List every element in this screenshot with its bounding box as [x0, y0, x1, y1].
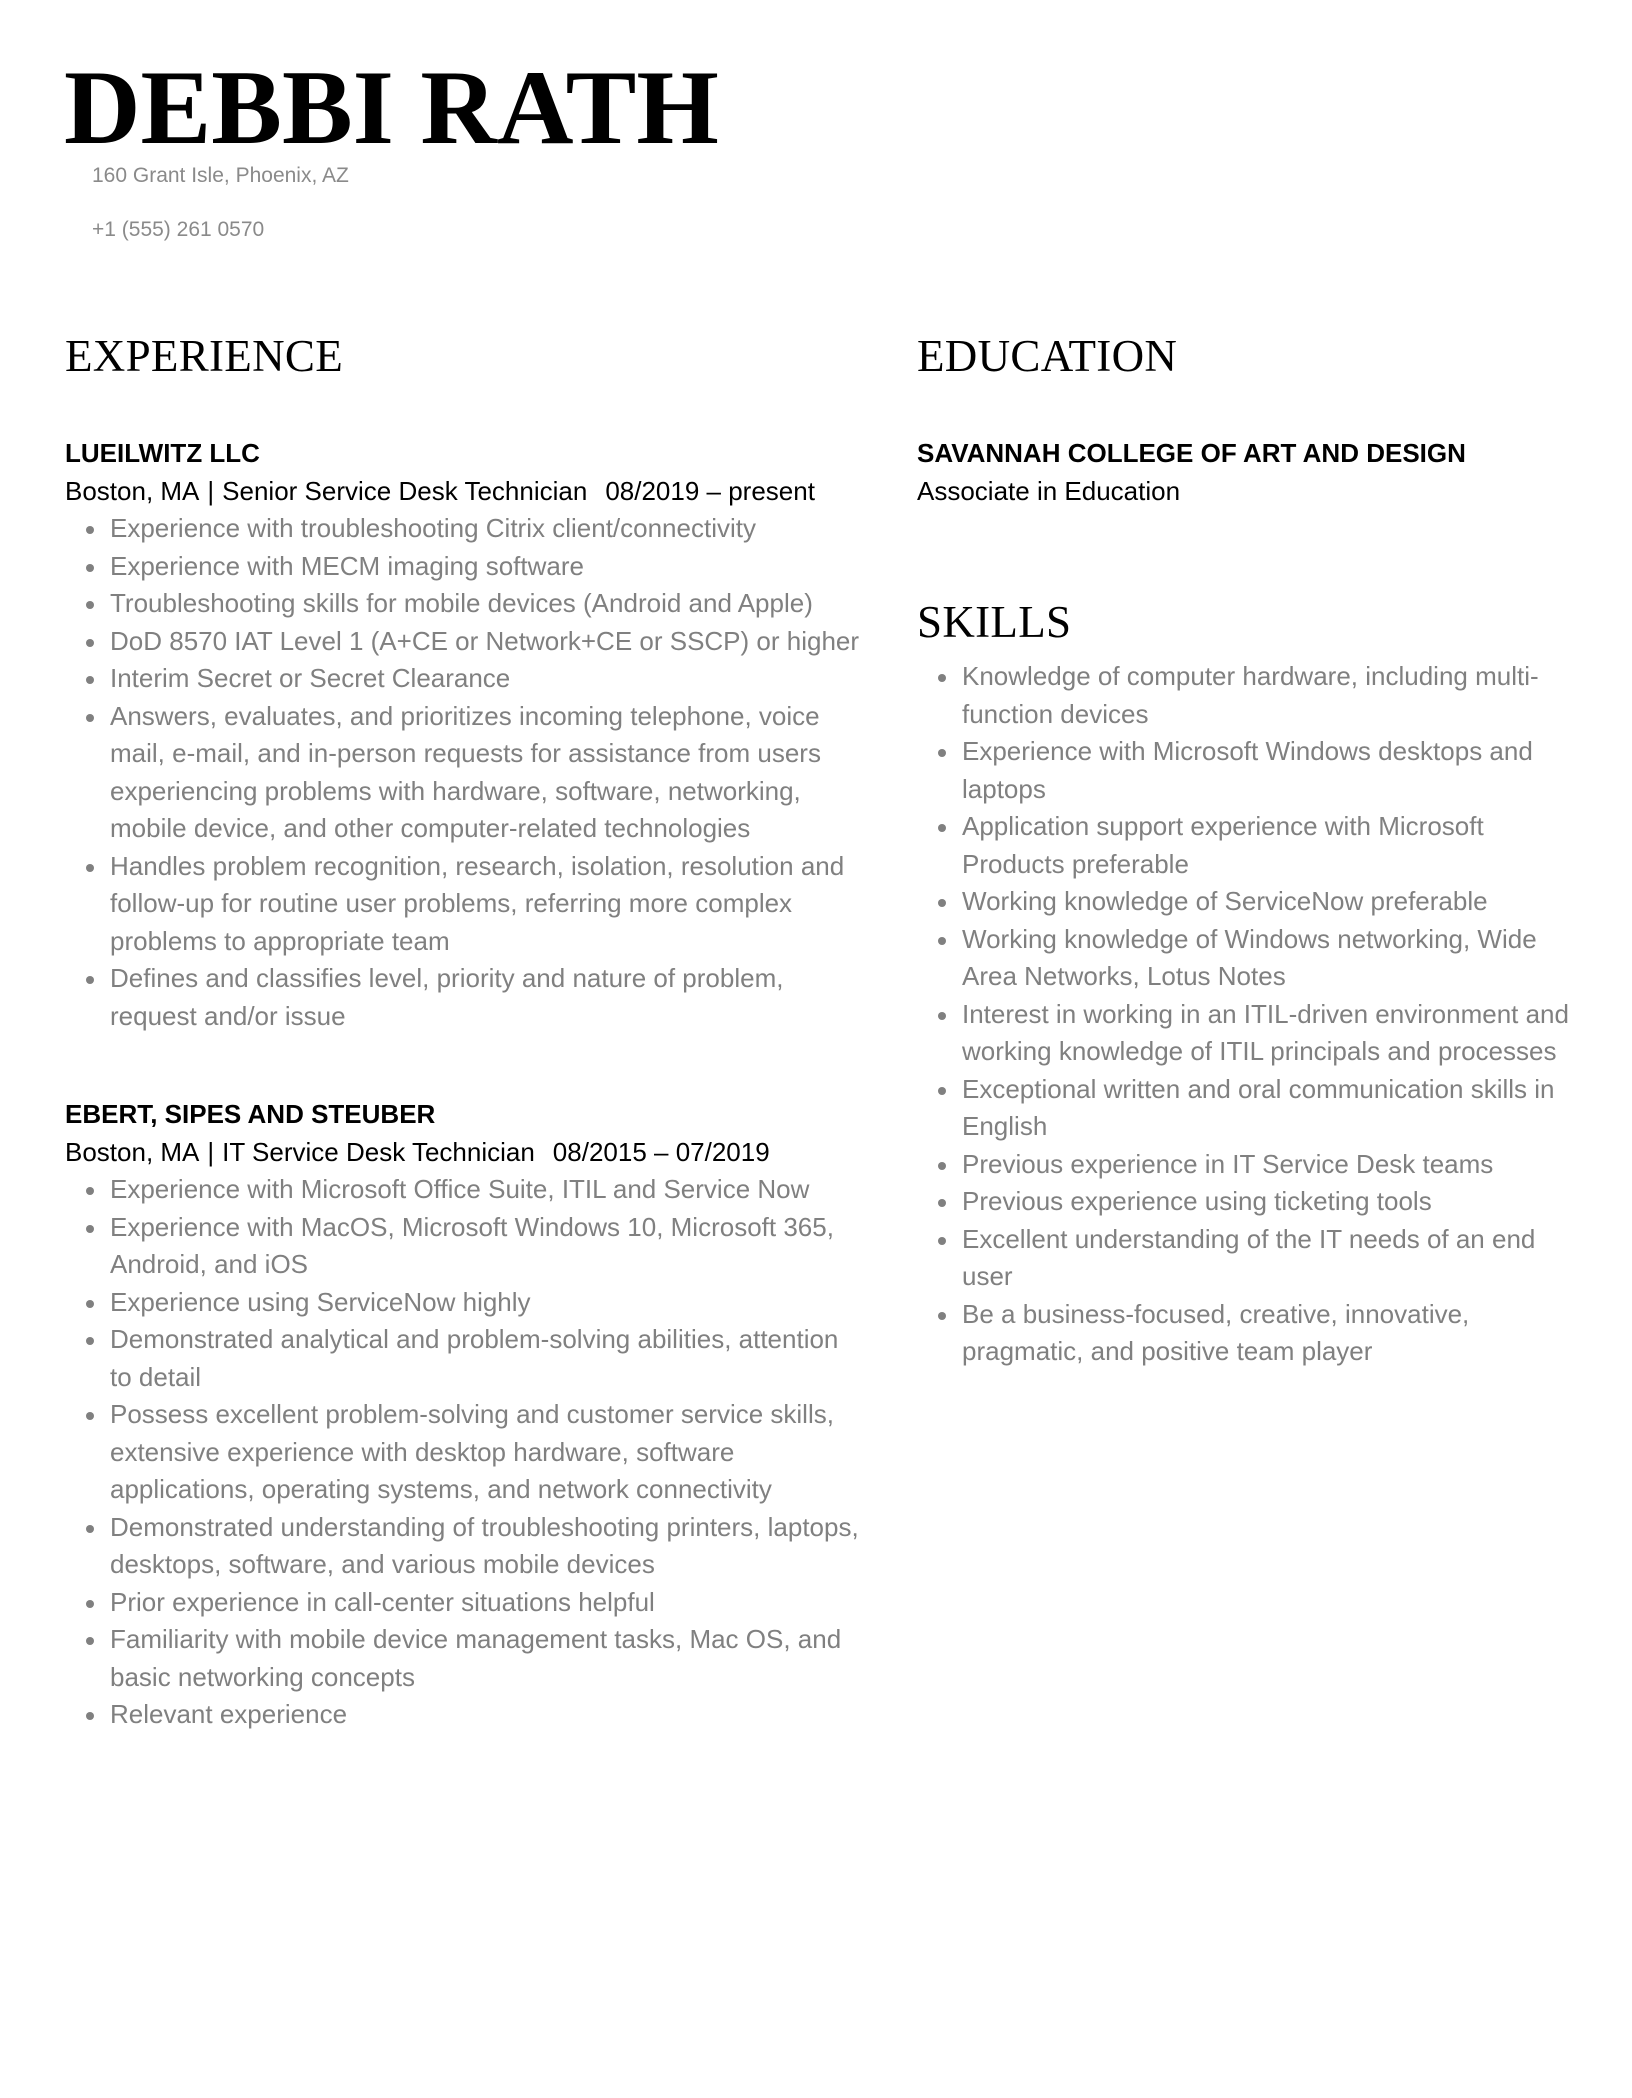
list-item [110, 1284, 865, 1322]
list-item-text: DoD 8570 IAT Level 1 (A+CE or Network+CE or SSCP) or higher [110, 625, 860, 656]
bullet-icon [86, 1412, 94, 1420]
job-company: LUEILWITZ LLC [65, 438, 260, 468]
list-item-text: Experience with Microsoft Windows desktops and laptops [962, 736, 1533, 804]
education-entry [917, 434, 1577, 510]
job-role: IT Service Desk Technician [222, 1137, 535, 1167]
list-item-text: Experience using ServiceNow highly [110, 1286, 531, 1317]
bullet-icon [86, 526, 94, 534]
list-item [110, 1696, 865, 1734]
list-item [110, 1321, 865, 1396]
list-item-text: Defines and classifies level, priority and nature of problem, request and/or issue [110, 963, 784, 1031]
bullet-icon [86, 1300, 94, 1308]
list-item [110, 1209, 865, 1284]
bullet-icon [86, 1712, 94, 1720]
list-item-text: Working knowledge of Windows networking, Wide Area Networks, Lotus Notes [962, 923, 1537, 991]
bullet-icon [86, 639, 94, 647]
list-item-text: Application support experience with Microsoft Products preferable [962, 811, 1484, 879]
bullet-icon [86, 564, 94, 572]
list-item [962, 996, 1577, 1071]
job-details [65, 472, 865, 510]
list-item-text: Knowledge of computer hardware, including multi-function devices [962, 661, 1539, 729]
job-role: Senior Service Desk Technician [222, 476, 588, 506]
list-item [110, 548, 865, 586]
degree: Associate in Education [917, 476, 1181, 506]
list-item-text: Exceptional written and oral communication skills in English [962, 1073, 1555, 1141]
list-item-text: Previous experience in IT Service Desk teams [962, 1148, 1494, 1179]
bullet-icon [86, 864, 94, 872]
bullet-icon [938, 1012, 946, 1020]
bullet-icon [938, 749, 946, 757]
bullet-icon [938, 937, 946, 945]
bullet-icon [86, 676, 94, 684]
job-dates: 08/2015 – 07/2019 [552, 1137, 770, 1167]
list-item [962, 733, 1577, 808]
experience-heading: EXPERIENCE [65, 331, 343, 381]
list-item [110, 1584, 865, 1622]
list-item-text: Interim Secret or Secret Clearance [110, 663, 511, 693]
bullet-icon [86, 601, 94, 609]
bullet-icon [938, 1237, 946, 1245]
list-item-text: Demonstrated analytical and problem-solving abilities, attention to detail [110, 1324, 839, 1392]
list-item-text: Interest in working in an ITIL-driven environment and working knowledge of ITIL principals and processes [962, 998, 1569, 1066]
list-item-text: Possess excellent problem-solving and customer service skills, extensive experience with desktop hardware, software applications, operating systems, and network connectivity [110, 1399, 834, 1504]
list-item [962, 1183, 1577, 1221]
job-dates: 08/2019 – present [605, 476, 815, 506]
list-item [962, 1296, 1577, 1371]
bullet-icon [86, 1637, 94, 1645]
candidate-name: DEBBI RATH [64, 49, 719, 166]
bullet-icon [938, 824, 946, 832]
bullet-icon [86, 976, 94, 984]
list-item [962, 1071, 1577, 1146]
list-item [110, 1509, 865, 1584]
list-item-text: Relevant experience [110, 1699, 348, 1729]
bullet-icon [86, 1525, 94, 1533]
list-item-text: Demonstrated understanding of troubleshooting printers, laptops, desktops, software, and various mobile devices [110, 1511, 859, 1579]
list-item [962, 808, 1577, 883]
list-item-text: Excellent understanding of the IT needs of an end user [962, 1223, 1536, 1291]
contact-address: 160 Grant Isle, Phoenix, AZ [92, 164, 349, 187]
job-bullets [65, 1171, 865, 1734]
bullet-icon [938, 899, 946, 907]
list-item [962, 658, 1577, 733]
left-column [65, 320, 865, 1734]
list-item-text: Experience with troubleshooting Citrix client/connectivity [110, 513, 756, 543]
list-item-text: Answers, evaluates, and prioritizes incoming telephone, voice mail, e-mail, and in-person requests for assistance from users experiencing problems with hardware, software, networking, mobile device, and other computer-related technologies [110, 700, 821, 843]
job-entry [65, 434, 865, 1035]
list-item-text: Experience with MacOS, Microsoft Windows 10, Microsoft 365, Android, and iOS [110, 1211, 834, 1279]
list-item [110, 510, 865, 548]
list-item [962, 883, 1577, 921]
education-heading: EDUCATION [917, 331, 1178, 381]
list-item-text: Working knowledge of ServiceNow preferable [962, 886, 1488, 916]
list-item [110, 585, 865, 623]
bullet-icon [938, 674, 946, 682]
list-item [110, 660, 865, 698]
bullet-icon [86, 1225, 94, 1233]
list-item-text: Handles problem recognition, research, isolation, resolution and follow-up for routine user problems, referring more complex problems to appropriate team [110, 850, 845, 956]
bullet-icon [86, 1187, 94, 1195]
bullet-icon [938, 1312, 946, 1320]
job-location: Boston, MA [65, 1137, 200, 1167]
right-column [917, 320, 1577, 1371]
list-item-text: Be a business-focused, creative, innovative, pragmatic, and positive team player [962, 1298, 1470, 1366]
job-entry [65, 1095, 865, 1734]
list-item [110, 848, 865, 961]
job-separator: | [207, 1137, 215, 1167]
list-item-text: Experience with MECM imaging software [110, 550, 584, 581]
list-item [110, 1621, 865, 1696]
list-item [110, 1171, 865, 1209]
bullet-icon [938, 1199, 946, 1207]
skills-list [917, 658, 1577, 1371]
bullet-icon [86, 714, 94, 722]
skills-heading: SKILLS [917, 597, 1072, 647]
list-item [110, 698, 865, 848]
list-item [110, 1396, 865, 1509]
list-item-text: Familiarity with mobile device management tasks, Mac OS, and basic networking concepts [110, 1624, 842, 1692]
job-location: Boston, MA [65, 476, 200, 506]
list-item [110, 960, 865, 1035]
list-item-text: Prior experience in call-center situations helpful [110, 1586, 655, 1617]
list-item-text: Previous experience using ticketing tools [962, 1186, 1432, 1216]
list-item [110, 623, 865, 661]
school-name: SAVANNAH COLLEGE OF ART AND DESIGN [917, 438, 1466, 468]
job-company: EBERT, SIPES AND STEUBER [65, 1099, 436, 1129]
list-item [962, 1146, 1577, 1184]
job-bullets [65, 510, 865, 1035]
bullet-icon [938, 1162, 946, 1170]
contact-phone: +1 (555) 261 0570 [92, 218, 265, 241]
list-item [962, 921, 1577, 996]
list-item-text: Experience with Microsoft Office Suite, ITIL and Service Now [110, 1174, 810, 1204]
bullet-icon [938, 1087, 946, 1095]
job-separator: | [207, 476, 215, 506]
bullet-icon [86, 1600, 94, 1608]
list-item-text: Troubleshooting skills for mobile devices (Android and Apple) [110, 588, 813, 618]
job-details [65, 1133, 865, 1171]
list-item [962, 1221, 1577, 1296]
bullet-icon [86, 1337, 94, 1345]
